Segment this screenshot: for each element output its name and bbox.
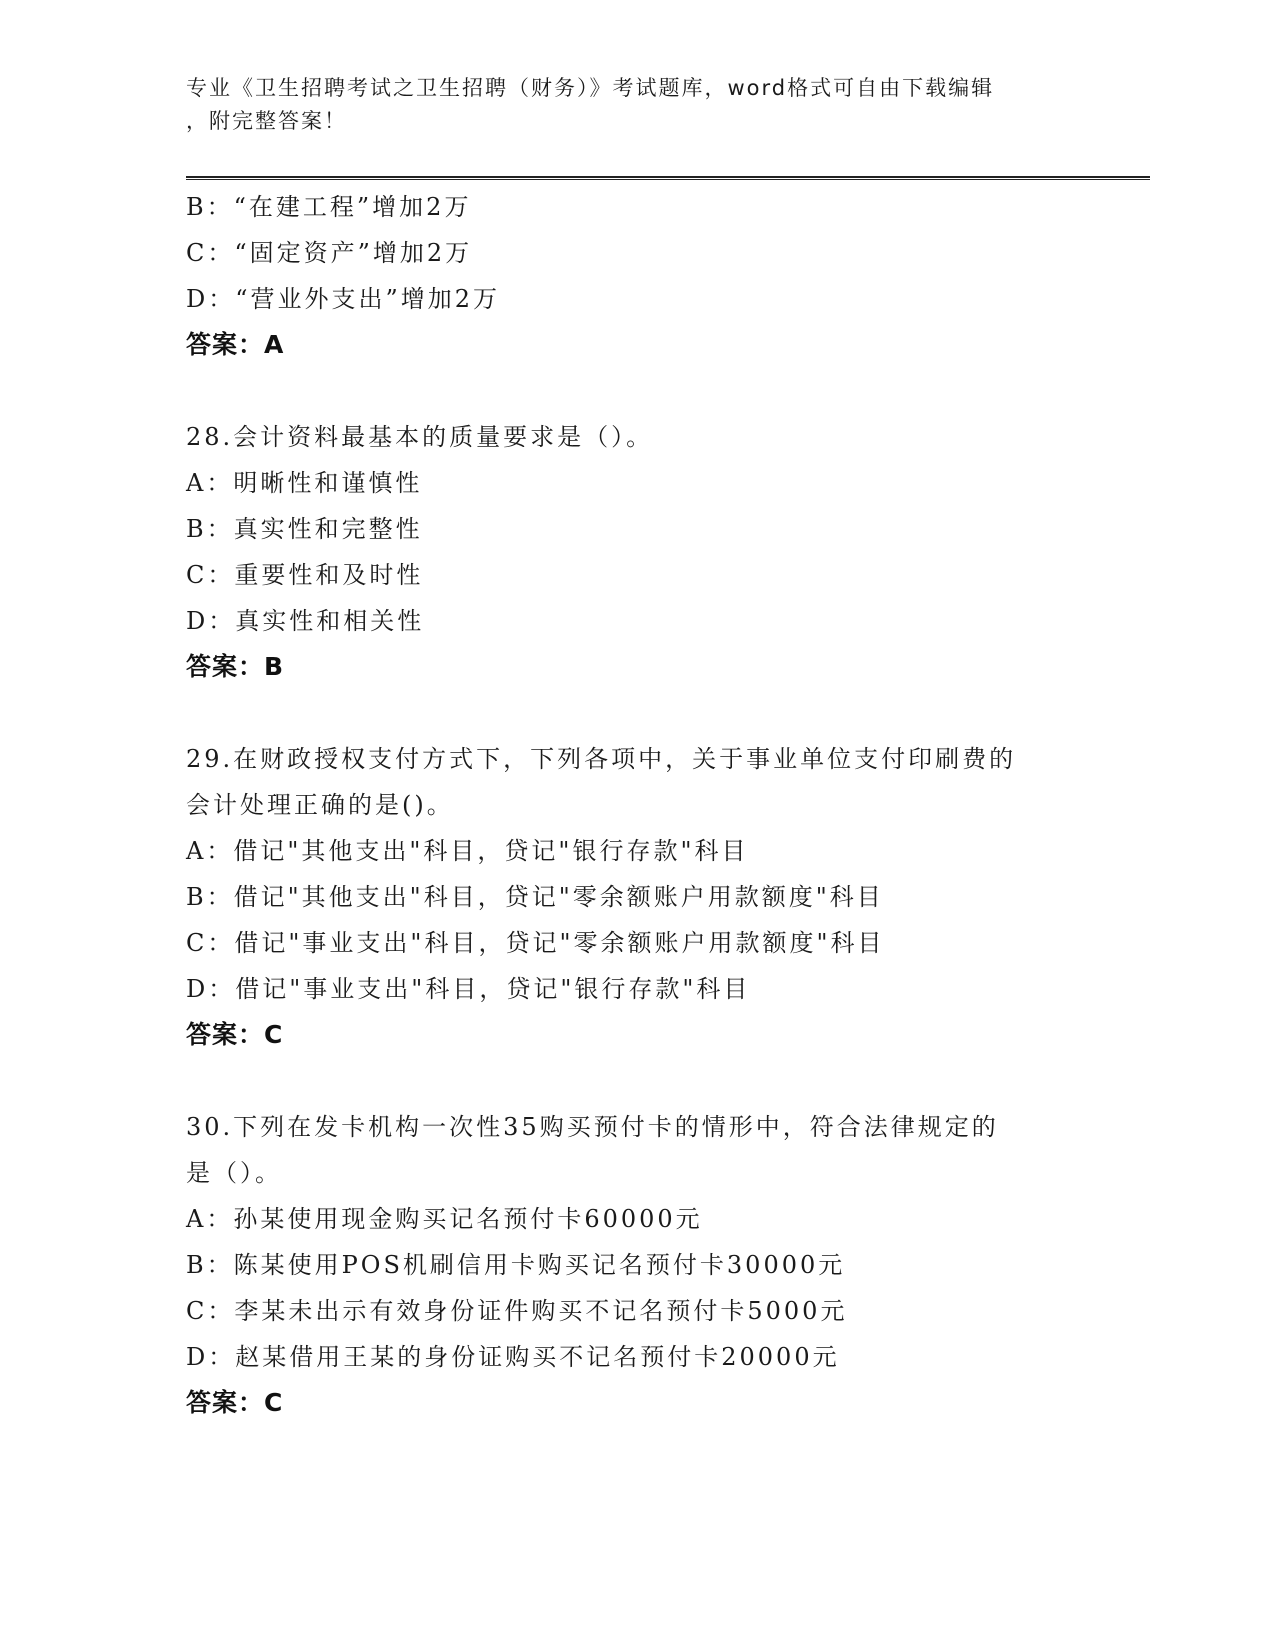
option-b: B：借记"其他支出"科目，贷记"零余额账户用款额度"科目 bbox=[186, 883, 884, 911]
spacer bbox=[186, 368, 1086, 414]
question-text-line-1: 30.下列在发卡机构一次性35购买预付卡的情形中，符合法律规定的 bbox=[186, 1113, 999, 1141]
option-c: C：“固定资产”增加2万 bbox=[186, 239, 473, 267]
question-text: 28.会计资料最基本的质量要求是（）。 bbox=[186, 423, 654, 451]
option-a: A：明晰性和谨慎性 bbox=[186, 469, 423, 497]
answer-label: 答案：C bbox=[186, 1388, 284, 1417]
option-d: D：真实性和相关性 bbox=[186, 607, 425, 635]
question-text-line-1: 29.在财政授权支付方式下，下列各项中，关于事业单位支付印刷费的 bbox=[186, 745, 1017, 773]
option-b: B：“在建工程”增加2万 bbox=[186, 193, 472, 221]
option-d: D：“营业外支出”增加2万 bbox=[186, 285, 501, 313]
option-c: C：重要性和及时性 bbox=[186, 561, 424, 589]
option-d: D：赵某借用王某的身份证购买不记名预付卡20000元 bbox=[186, 1343, 840, 1371]
question-text-line-2: 会计处理正确的是()。 bbox=[186, 791, 454, 819]
document-header bbox=[186, 72, 1066, 138]
question-29 bbox=[186, 736, 1086, 1058]
answer-label: 答案：B bbox=[186, 652, 285, 681]
header-divider bbox=[186, 176, 1150, 180]
option-c: C：李某未出示有效身份证件购买不记名预付卡5000元 bbox=[186, 1297, 848, 1325]
question-28 bbox=[186, 414, 1086, 690]
option-c: C：借记"事业支出"科目，贷记"零余额账户用款额度"科目 bbox=[186, 929, 885, 957]
answer-label: 答案：C bbox=[186, 1020, 284, 1049]
option-b: B：陈某使用POS机刷信用卡购买记名预付卡30000元 bbox=[186, 1251, 846, 1279]
header-line-2: ，附完整答案！ bbox=[186, 109, 347, 133]
option-a: A：孙某使用现金购买记名预付卡60000元 bbox=[186, 1205, 703, 1233]
option-a: A：借记"其他支出"科目，贷记"银行存款"科目 bbox=[186, 837, 749, 865]
option-b: B：真实性和完整性 bbox=[186, 515, 423, 543]
question-text-line-2: 是（）。 bbox=[186, 1159, 282, 1187]
answer-label: 答案：A bbox=[186, 330, 285, 359]
header-line-1: 专业《卫生招聘考试之卫生招聘（财务）》考试题库，word格式可自由下载编辑 bbox=[186, 76, 995, 100]
question-30 bbox=[186, 1104, 1086, 1426]
spacer bbox=[186, 1058, 1086, 1104]
question-list bbox=[186, 184, 1086, 1426]
question-27 bbox=[186, 184, 1086, 368]
option-d: D：借记"事业支出"科目，贷记"银行存款"科目 bbox=[186, 975, 751, 1003]
spacer bbox=[186, 690, 1086, 736]
